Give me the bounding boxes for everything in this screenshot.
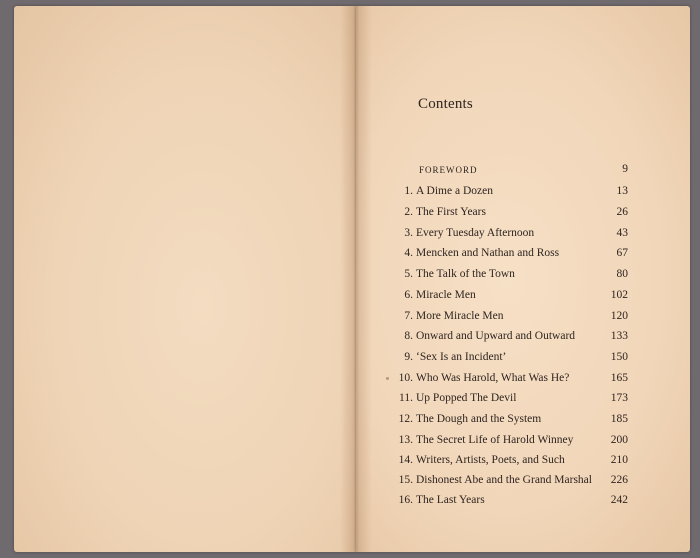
toc-page-number: 80: [616, 268, 628, 280]
toc-row-foreword: [0, 163, 700, 179]
toc-chapter-number: 7.: [404, 310, 413, 322]
toc-page-number: 150: [610, 351, 628, 363]
toc-page-number: 67: [616, 247, 628, 259]
toc-chapter-number: 1.: [404, 185, 413, 197]
toc-page-number: 133: [610, 330, 628, 342]
toc-row: [0, 227, 700, 243]
toc-page-number: 185: [610, 413, 628, 425]
toc-row: [0, 247, 700, 263]
toc-chapter-number: 3.: [404, 227, 413, 239]
toc-chapter-number: 16.: [398, 494, 413, 506]
toc-chapter-title: The Dough and the System: [416, 413, 542, 425]
toc-foreword-page: 9: [622, 163, 628, 175]
toc-chapter-number: 2.: [404, 206, 413, 218]
toc-row: [0, 268, 700, 284]
toc-chapter-title: Writers, Artists, Poets, and Such: [416, 454, 565, 466]
toc-chapter-title: Miracle Men: [416, 289, 476, 301]
toc-row: [0, 310, 700, 326]
toc-chapter-title: A Dime a Dozen: [416, 185, 493, 197]
toc-chapter-number: 11.: [399, 392, 413, 404]
toc-chapter-title: Every Tuesday Afternoon: [416, 227, 535, 239]
toc-chapter-title: The Secret Life of Harold Winney: [416, 434, 574, 446]
toc-row: [0, 289, 700, 305]
toc-chapter-number: 4.: [404, 247, 413, 259]
toc-chapter-number: 15.: [398, 474, 413, 486]
toc-page-number: 165: [610, 372, 628, 384]
toc-chapter-title: Up Popped The Devil: [416, 392, 517, 404]
toc-page-number: 210: [610, 454, 628, 466]
toc-row: [0, 434, 700, 450]
toc-page-number: 226: [610, 474, 628, 486]
toc-row: [0, 413, 700, 429]
toc-row: [0, 351, 700, 367]
toc-chapter-number: 13.: [398, 434, 413, 446]
toc-row: [0, 454, 700, 470]
toc-page-number: 173: [610, 392, 628, 404]
toc-chapter-number: 12.: [398, 413, 413, 425]
toc-foreword-label: FOREWORD: [419, 165, 478, 175]
toc-page-number: 200: [610, 434, 628, 446]
toc-chapter-number: 6.: [404, 289, 413, 301]
toc-chapter-title: The Last Years: [416, 494, 485, 506]
toc-chapter-number: 5.: [404, 268, 413, 280]
toc-chapter-number: 14.: [398, 454, 413, 466]
toc-row: [0, 330, 700, 346]
toc-page-number: 13: [616, 185, 628, 197]
toc-page-number: 102: [610, 289, 628, 301]
contents-heading: Contents: [418, 96, 473, 112]
toc-chapter-title: ‘Sex Is an Incident’: [416, 351, 507, 363]
toc-row: [0, 206, 700, 222]
toc-chapter-title: More Miracle Men: [416, 310, 504, 322]
toc-chapter-number: 9.: [404, 351, 413, 363]
toc-chapter-title: Dishonest Abe and the Grand Marshal: [416, 474, 592, 486]
toc-page-number: 26: [616, 206, 628, 218]
toc-row: [0, 185, 700, 201]
toc-chapter-title: The Talk of the Town: [416, 268, 515, 280]
toc-row: [0, 474, 700, 490]
toc-page-number: 120: [610, 310, 628, 322]
toc-row: [0, 372, 700, 388]
toc-row: [0, 392, 700, 408]
toc-chapter-title: Mencken and Nathan and Ross: [416, 247, 560, 259]
toc-chapter-title: The First Years: [416, 206, 486, 218]
toc-page-number: 43: [616, 227, 628, 239]
toc-row: [0, 494, 700, 510]
toc-chapter-title: Who Was Harold, What Was He?: [416, 372, 570, 384]
toc-page-number: 242: [610, 494, 628, 506]
toc-chapter-number: 8.: [404, 330, 413, 342]
toc-chapter-number: 10.: [398, 372, 413, 384]
toc-chapter-title: Onward and Upward and Outward: [416, 330, 576, 342]
